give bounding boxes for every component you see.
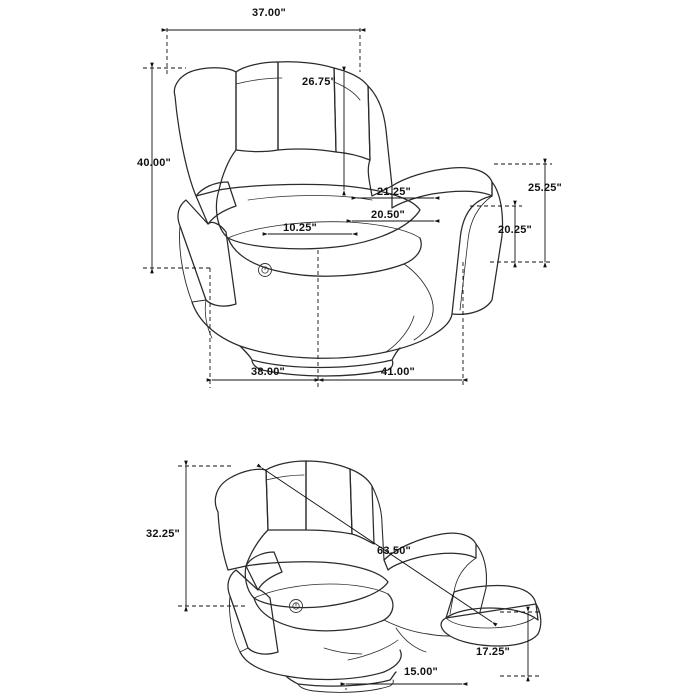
power-button-icon-upright: [259, 264, 272, 277]
dim-arm-height: 25.25": [528, 182, 562, 194]
dim-reclined-height: 32.25": [146, 528, 180, 540]
power-button-icon-reclined: [290, 600, 303, 613]
dim-footrest-height: 17.25": [476, 646, 510, 658]
dim-overall-depth: 41.00": [381, 366, 415, 378]
upright-dimension-lines: [143, 28, 552, 388]
dim-base-depth: 38.00": [251, 366, 285, 378]
dim-seat-back-height: 10.25": [283, 222, 317, 234]
dim-seat-width: 21.25": [377, 186, 411, 198]
dim-seat-depth: 20.50": [371, 209, 405, 221]
dim-seat-height: 20.25": [498, 224, 532, 236]
dim-base-length: 15.00": [404, 666, 438, 678]
dim-overall-width: 37.00": [252, 7, 286, 19]
dim-backrest-height: 26.75": [302, 76, 336, 88]
dim-overall-height: 40.00": [137, 157, 171, 169]
dim-reclined-length: 63.50": [377, 545, 411, 557]
upright-recliner-illustration: [174, 62, 502, 376]
